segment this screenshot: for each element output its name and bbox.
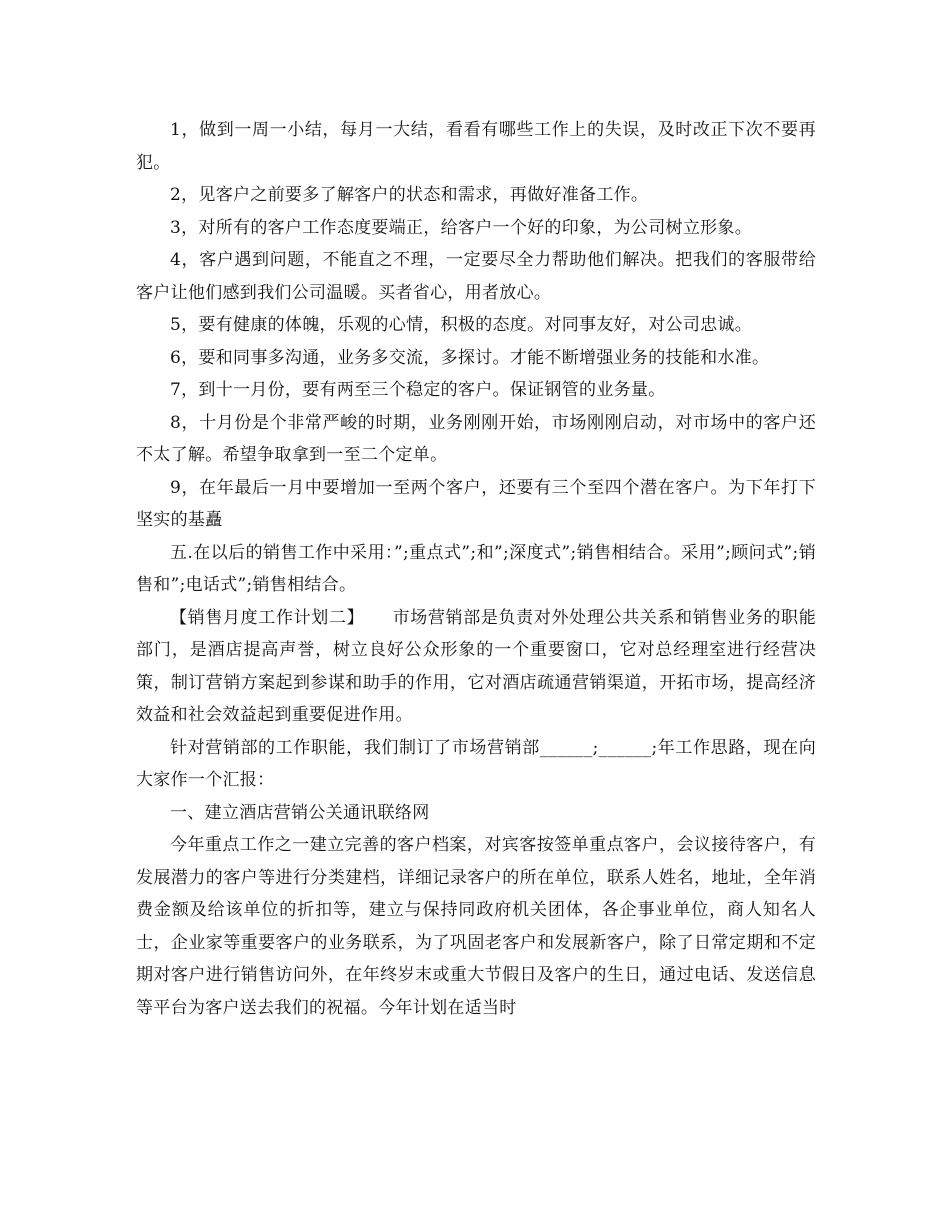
plan-two-paragraph — [136, 602, 816, 732]
paragraph-item-1: 1，做到一周一小结，每月一大结，看看有哪些工作上的失误，及时改正下次不要再犯。 — [136, 120, 816, 173]
paragraph-item-9: 9，在年最后一月中要增加一至两个客户，还要有三个至四个潜在客户。为下年打下坚实的基矗 — [136, 477, 816, 530]
paragraph-item-8: 8，十月份是个非常严峻的时期，业务刚刚开始，市场刚刚启动，对市场中的客户还不太了解。希望争取拿到一至二个定单。 — [136, 412, 816, 465]
paragraph-item-3: 3，对所有的客户工作态度要端正，给客户一个好的印象，为公司树立形象。 — [170, 217, 753, 238]
paragraph-item-6: 6，要和同事多沟通，业务多交流，多探讨。才能不断增强业务的技能和水准。 — [170, 347, 770, 368]
paragraph-section-five: 五.在以后的销售工作中采用：”;重点式”;和”;深度式”;销售相结合。采用”;顾问式”;销售和”;电话式”;销售相结合。 — [136, 542, 816, 595]
plan-two-intro: 市场营销部是负责对外处理公共关系和销售业务的职能部门，是酒店提高声誉，树立良好公众形象的一个重要窗口，它对总经理室进行经营决策，制订营销方案起到参谋和助手的作用，它对酒店疏通营销渠道，开拓市场，提高经济效益和社会效益起到重要促进作用。 — [136, 607, 816, 725]
paragraph-item-4: 4，客户遇到问题，不能直之不理，一定要尽全力帮助他们解决。把我们的客服带给客户让他们感到我们公司温暖。买者省心，用者放心。 — [136, 250, 816, 303]
document-body — [136, 114, 816, 1024]
paragraph-item-5: 5，要有健康的体魄，乐观的心情，积极的态度。对同事友好，对公司忠诚。 — [170, 315, 753, 335]
section-one-body: 今年重点工作之一建立完善的客户档案，对宾客按签单重点客户，会议接待客户，有发展潜力的客户等进行分类建档，详细记录客户的所在单位，联系人姓名，地址，全年消费金额及给该单位的折扣等，建立与保持同政府机关团体，各企事业单位，商人知名人士，企业家等重要客户的业务联系，为了巩固老客户和发展新客户，除了日常定期和不定期对客户进行销售访问外，在年终岁末或重大节假日及客户的生日，通过电话、发送信息等平台为客户送去我们的祝福。今年计划在适当时 — [136, 835, 816, 1018]
section-one-title: 一、建立酒店营销公关通讯联络网 — [170, 802, 430, 823]
plan-two-title: 【销售月度工作计划二】 — [170, 607, 365, 628]
paragraph-item-7: 7，到十一月份，要有两至三个稳定的客户。保证钢管的业务量。 — [170, 380, 666, 400]
paragraph-item-2: 2，见客户之前要多了解客户的状态和需求，再做好准备工作。 — [170, 185, 649, 205]
work-thought-paragraph: 针对营销部的工作职能，我们制订了市场营销部______;______;年工作思路，现在向大家作一个汇报： — [136, 737, 816, 790]
